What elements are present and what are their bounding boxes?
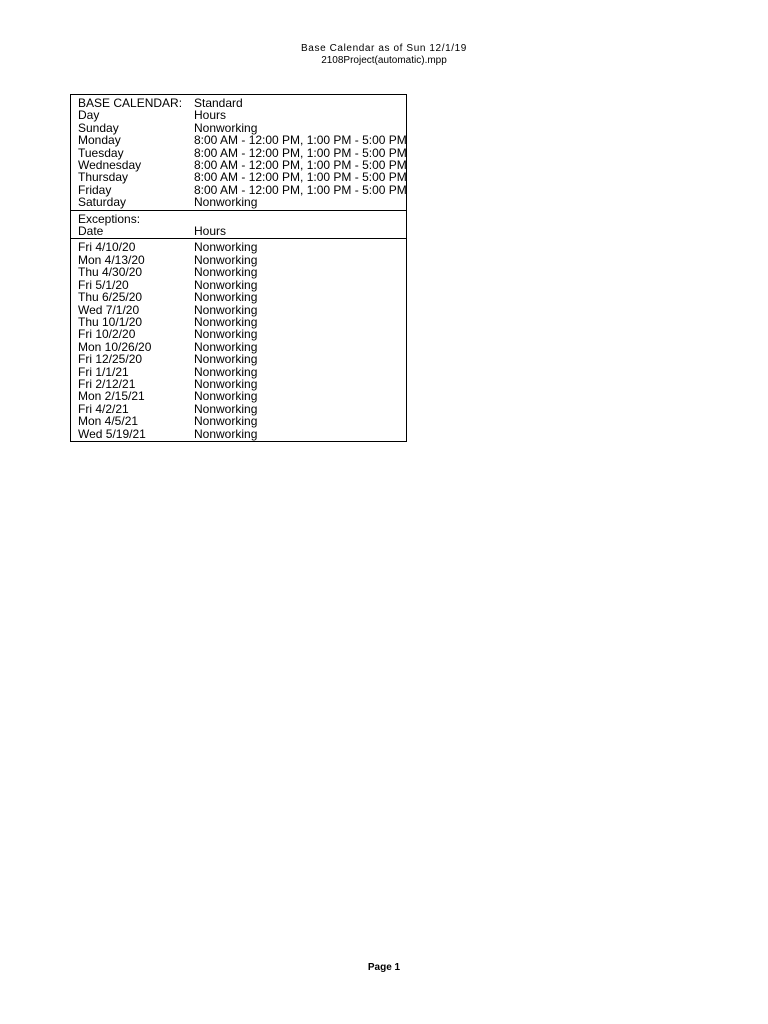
exception-row [71, 390, 406, 402]
report-header [0, 43, 768, 67]
exception-hours: Nonworking [194, 426, 258, 441]
hours-column-header: Hours [194, 108, 227, 123]
exception-date: Fri 5/1/20 [78, 277, 129, 292]
exception-hours: Nonworking [194, 265, 258, 280]
exception-date: Fri 2/12/21 [78, 376, 136, 391]
exception-hours: Nonworking [194, 277, 258, 292]
day-column-header: Day [78, 108, 100, 123]
exception-date: Mon 2/15/21 [78, 389, 145, 404]
base-calendar-table [70, 94, 407, 442]
exceptions-hours-column-header: Hours [194, 224, 227, 239]
exception-date: Thu 10/1/20 [78, 314, 143, 329]
day-hours: 8:00 AM - 12:00 PM, 1:00 PM - 5:00 PM [194, 158, 407, 173]
exceptions-list [71, 241, 406, 440]
exception-date: Thu 6/25/20 [78, 290, 143, 305]
exceptions-header-row [71, 225, 406, 237]
base-calendar-label: BASE CALENDAR: [78, 96, 183, 110]
exception-hours: Nonworking [194, 240, 258, 255]
day-name: Sunday [78, 120, 119, 135]
exception-date: Fri 4/2/21 [78, 401, 129, 416]
exceptions-section [71, 210, 406, 239]
exception-row [71, 415, 406, 427]
exception-hours: Nonworking [194, 414, 258, 429]
exception-date: Mon 10/26/20 [78, 339, 152, 354]
exception-hours: Nonworking [194, 364, 258, 379]
day-header-row [71, 109, 406, 121]
base-calendar-row [71, 97, 406, 109]
day-hours: Nonworking [194, 195, 258, 210]
exception-hours: Nonworking [194, 401, 258, 416]
day-row [71, 134, 406, 146]
day-row [71, 171, 406, 183]
exception-hours: Nonworking [194, 252, 258, 267]
exception-date: Mon 4/13/20 [78, 252, 145, 267]
day-hours: 8:00 AM - 12:00 PM, 1:00 PM - 5:00 PM [194, 145, 407, 160]
exception-row [71, 241, 406, 253]
exception-row [71, 291, 406, 303]
exception-date: Fri 4/10/20 [78, 240, 136, 255]
exception-row [71, 428, 406, 440]
report-title: Base Calendar as of Sun 12/1/19 [301, 43, 467, 54]
exception-hours: Nonworking [194, 302, 258, 317]
exception-hours: Nonworking [194, 339, 258, 354]
exception-date: Fri 12/25/20 [78, 352, 143, 367]
exceptions-list-section [71, 238, 406, 441]
day-hours: 8:00 AM - 12:00 PM, 1:00 PM - 5:00 PM [194, 133, 407, 148]
exception-hours: Nonworking [194, 376, 258, 391]
exception-hours: Nonworking [194, 290, 258, 305]
exception-row [71, 353, 406, 365]
day-hours: Nonworking [194, 120, 258, 135]
exception-date: Mon 4/5/21 [78, 414, 139, 429]
page-number: Page 1 [367, 962, 401, 973]
day-hours: 8:00 AM - 12:00 PM, 1:00 PM - 5:00 PM [194, 170, 407, 185]
exception-row [71, 328, 406, 340]
day-name: Monday [78, 133, 121, 148]
working-days-section [71, 95, 406, 210]
day-name: Thursday [78, 170, 129, 185]
exception-row [71, 266, 406, 278]
exception-date: Fri 10/2/20 [78, 327, 136, 342]
day-name: Tuesday [78, 145, 124, 160]
project-filename: 2108Project(automatic).mpp [321, 55, 447, 66]
day-row [71, 196, 406, 208]
exception-date: Wed 7/1/20 [78, 302, 140, 317]
day-name: Saturday [78, 195, 127, 210]
exception-hours: Nonworking [194, 389, 258, 404]
date-column-header: Date [78, 224, 104, 239]
day-name: Wednesday [78, 158, 142, 173]
exception-date: Wed 5/19/21 [78, 426, 146, 441]
exception-hours: Nonworking [194, 352, 258, 367]
exception-date: Thu 4/30/20 [78, 265, 143, 280]
exception-date: Fri 1/1/21 [78, 364, 129, 379]
exception-hours: Nonworking [194, 314, 258, 329]
days-list [71, 122, 406, 209]
day-hours: 8:00 AM - 12:00 PM, 1:00 PM - 5:00 PM [194, 182, 407, 197]
exceptions-label: Exceptions: [78, 211, 141, 226]
base-calendar-value: Standard [194, 96, 243, 110]
exception-hours: Nonworking [194, 327, 258, 342]
exceptions-label-row [71, 213, 406, 225]
day-name: Friday [78, 182, 112, 197]
